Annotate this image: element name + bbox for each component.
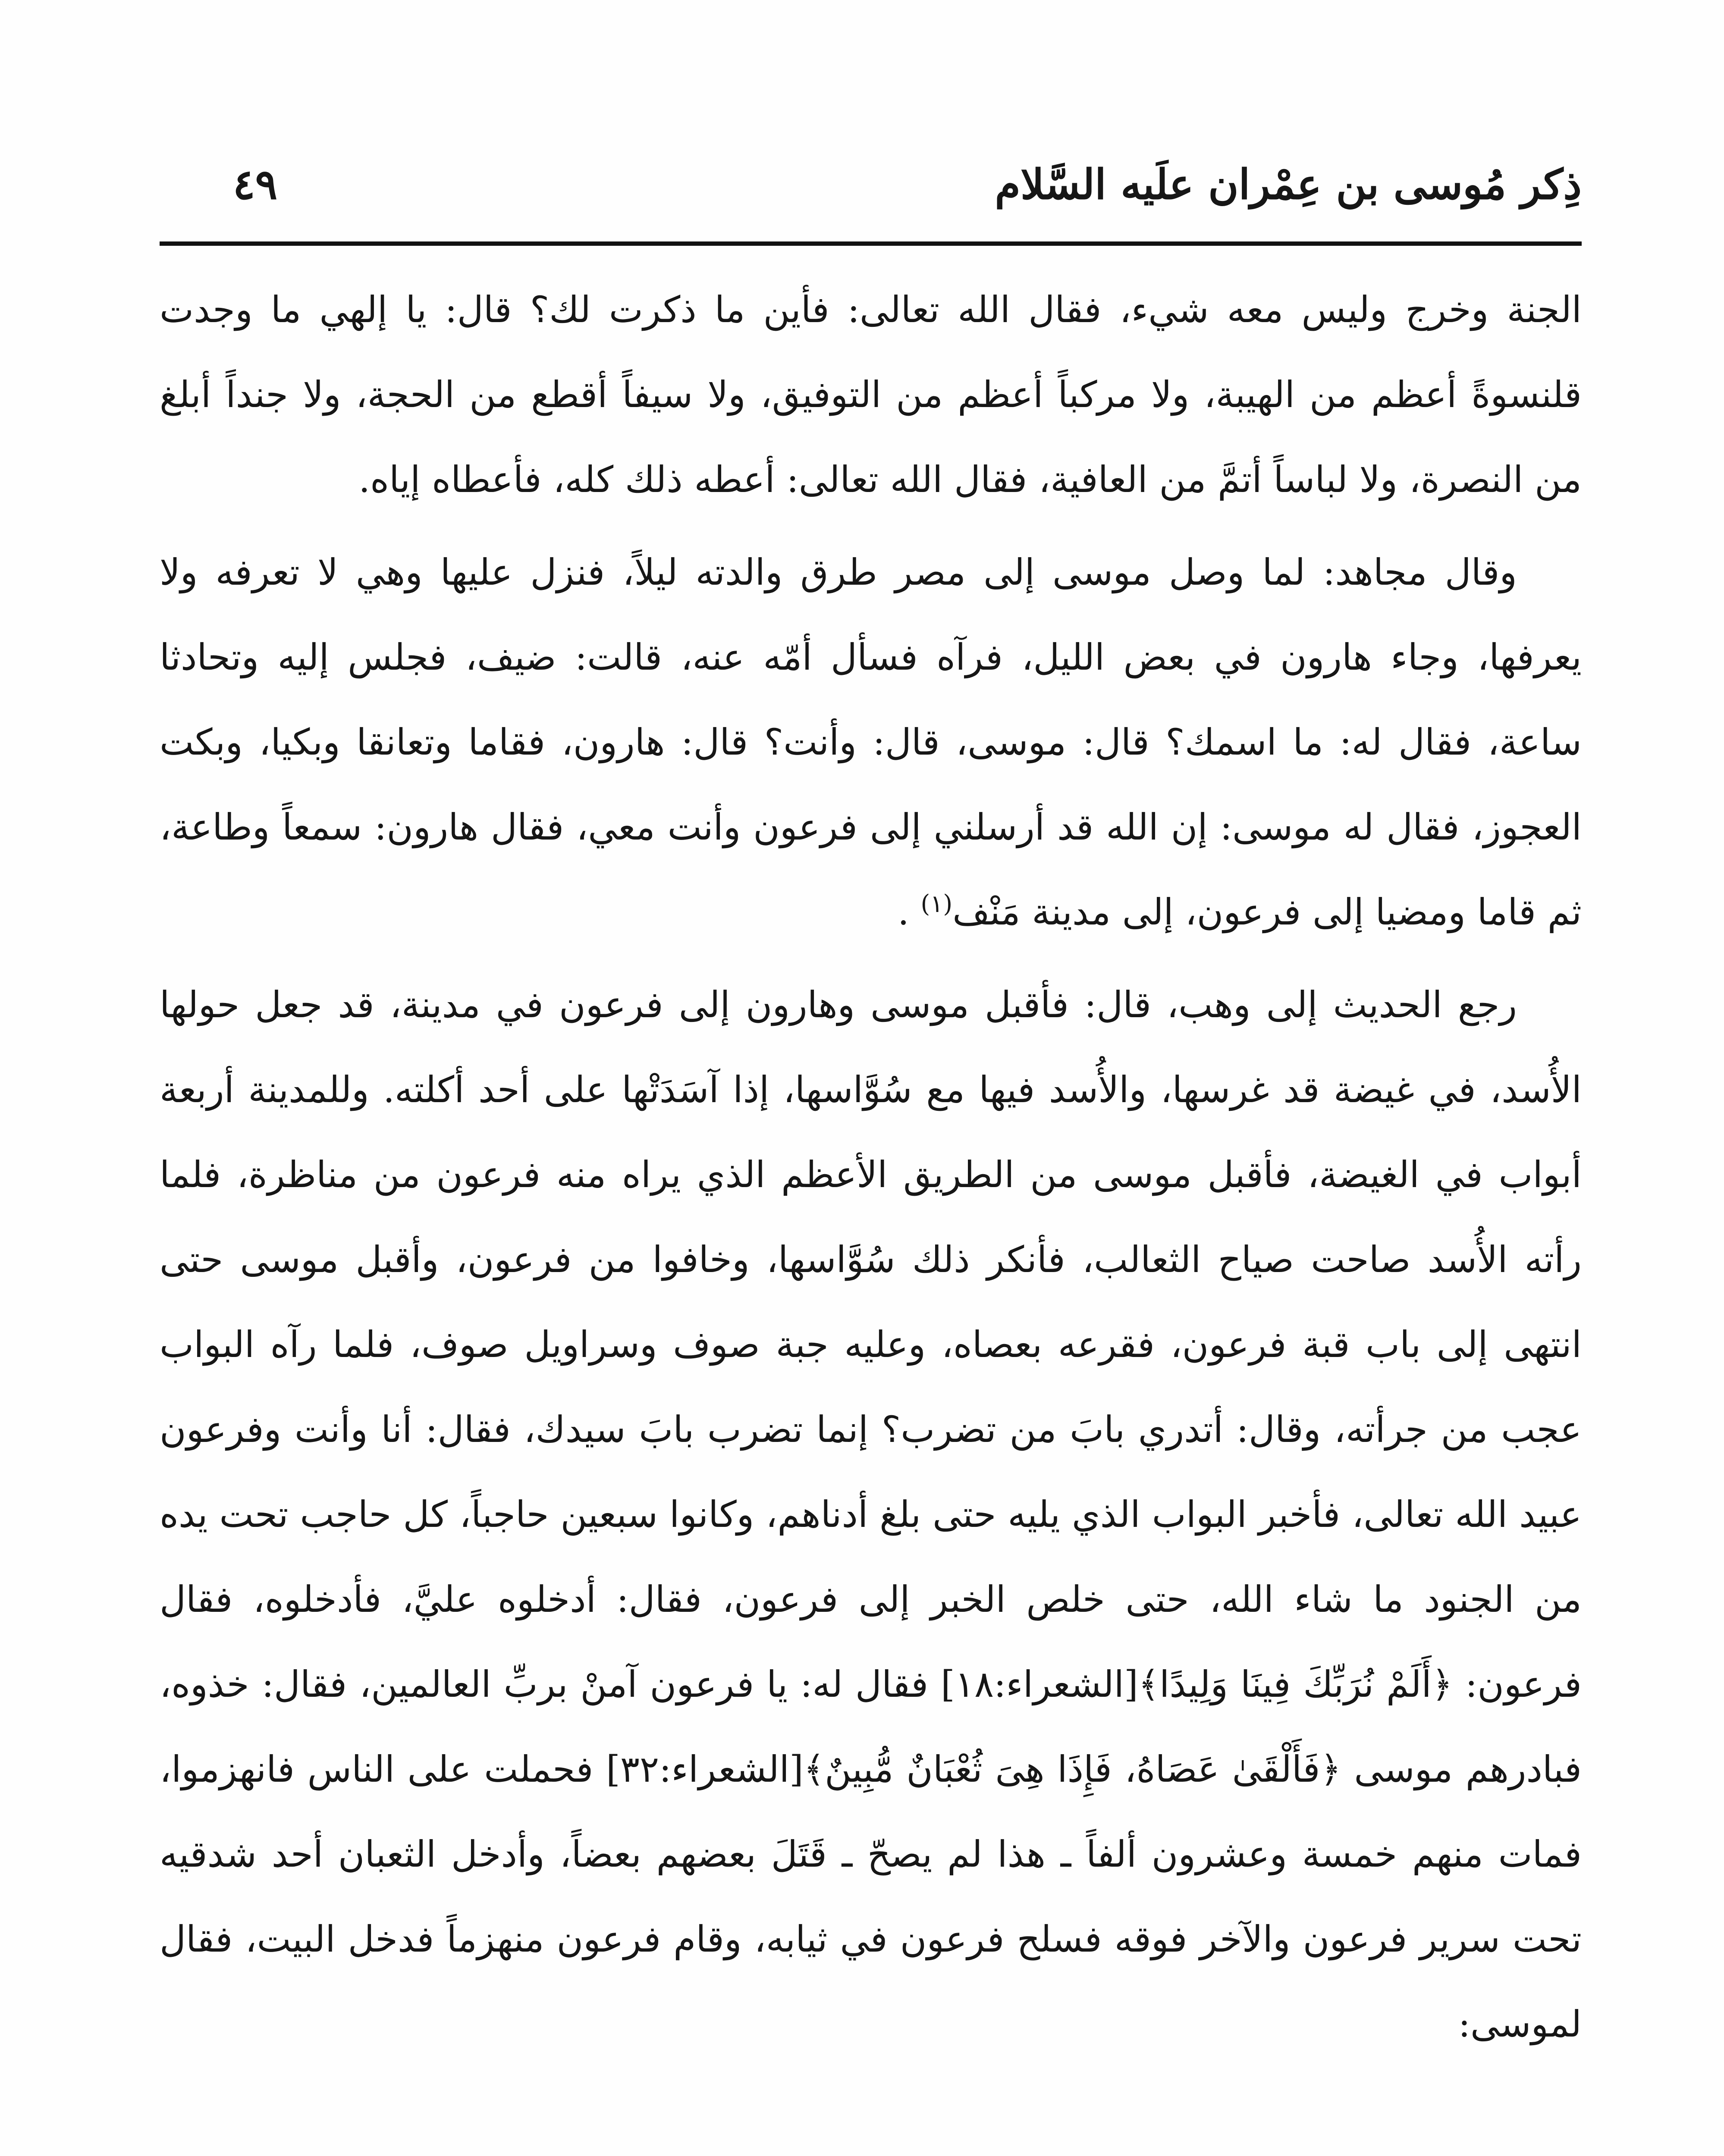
footnote-marker: (١) bbox=[920, 890, 953, 918]
paragraph-1: الجنة وخرج وليس معه شيء، فقال الله تعالى: فأين ما ذكرت لك؟ قال: يا إلهي ما وجدت قلنسوةً أعظم من الهيبة، ولا مركباً أعظم من التوفيق، ولا سيفاً أقطع من الحجة، ولا جنداً أبلغ من النصرة، ولا لباساً أتمَّ من العافية، فقال الله تعالى: أعطه ذلك كله، فأعطاه إياه. bbox=[160, 288, 1582, 501]
chapter-title: ذِكر مُوسى بن عِمْران علَيه السَّلام bbox=[995, 160, 1582, 209]
paragraph-2-text: وقال مجاهد: لما وصل موسى إلى مصر طرق والدته ليلاً، فنزل عليها وهي لا تعرفه ولا يعرفها، وجاء هارون في بعض الليل، فرآه فسأل أمّه عنه، قالت: ضيف، فجلس إليه وتحادثا ساعة، فقال له: ما اسمك؟ قال: موسى، قال: وأنت؟ قال: هارون، فقاما وتعانقا وبكيا، وبكت العجوز، فقال له موسى: إن الله قد أرسلني إلى فرعون وأنت معي، فقال هارون: سمعاً وطاعة، ثم قاما ومضيا إلى فرعون، إلى مدينة مَنْف bbox=[160, 551, 1582, 933]
running-header bbox=[224, 142, 1582, 220]
header-rule bbox=[160, 241, 1582, 246]
paragraph-2 bbox=[160, 530, 1582, 955]
body-text bbox=[160, 267, 1582, 2075]
paragraph-3: رجع الحديث إلى وهب، قال: فأقبل موسى وهارون إلى فرعون في مدينة، قد جعل حولها الأُسد، في غيضة قد غرسها، والأُسد فيها مع سُوَّاسها، إذا آسَدَتْها على أحد أكلته. وللمدينة أربعة أبواب في الغيضة، فأقبل موسى من الطريق الأعظم الذي يراه منه فرعون من مناظرة، فلما رأته الأُسد صاحت صياح الثعالب، فأنكر ذلك سُوَّاسها، وخافوا من فرعون، وأقبل موسى حتى انتهى إلى باب قبة فرعون، فقرعه بعصاه، وعليه جبة صوف وسراويل صوف، فلما رآه البواب عجب من جرأته، وقال: أتدري بابَ من تضرب؟ إنما تضرب بابَ سيدك، فقال: أنا وأنت وفرعون عبيد الله تعالى، فأخبر البواب الذي يليه حتى بلغ أدناهم، وكانوا سبعين حاجباً، كل حاجب تحت يده من الجنود ما شاء الله، حتى خلص الخبر إلى فرعون، فقال: أدخلوه عليَّ، فأدخلوه، فقال فرعون: ﴿أَلَمْ نُرَبِّكَ فِينَا وَلِيدًا﴾[الشعراء:١٨] فقال له: يا فرعون آمنْ بربِّ العالمين، فقال: خذوه، فبادرهم موسى ﴿فَأَلْقَىٰ عَصَاهُ، فَإِذَا هِىَ ثُعْبَانٌ مُّبِينٌ﴾[الشعراء:٣٢] فحملت على الناس فانهزموا، فمات منهم خمسة وعشرون ألفاً ـ هذا لم يصحّ ـ قَتَلَ بعضهم بعضاً، وأدخل الثعبان أحد شدقيه تحت سرير فرعون والآخر فوقه فسلح فرعون في ثيابه، وقام فرعون منهزماً فدخل البيت، فقال لموسى: bbox=[160, 984, 1582, 2045]
paragraph-2-end: . bbox=[898, 891, 921, 933]
page-number: ٤٩ bbox=[233, 160, 278, 209]
